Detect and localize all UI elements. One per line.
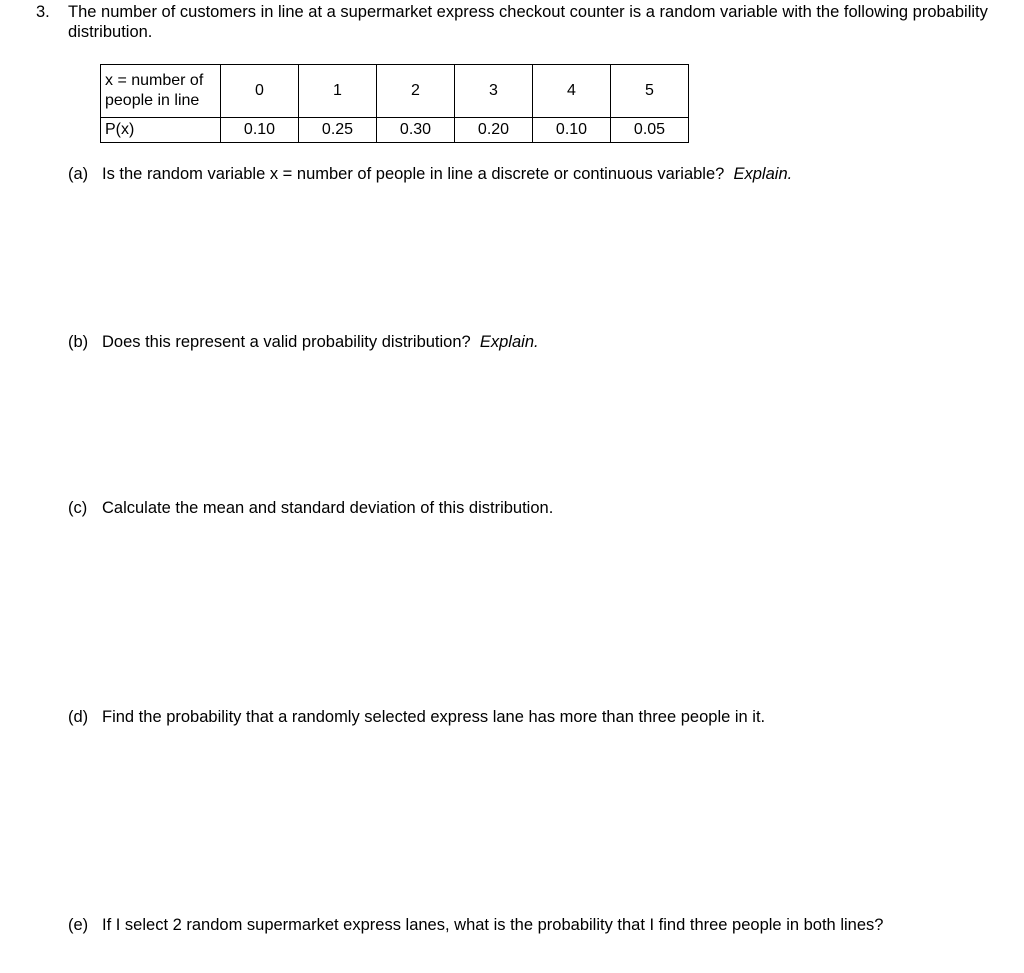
x-value-cell: 5 [611,65,689,118]
part-letter: (d) [68,708,89,726]
p-row-label: P(x) [101,118,221,143]
part-letter: (a) [68,165,89,183]
part-letter: (e) [68,916,89,934]
question-part-d [68,708,765,727]
problem-statement: The number of customers in line at a supermarket express checkout counter is a random variable with the following probability distribution. [68,3,988,41]
x-value-cell: 2 [377,65,455,118]
part-letter: (c) [68,499,88,517]
p-value-cell: 0.10 [533,118,611,143]
table-row-p [101,118,689,143]
question-part-a [68,165,792,184]
part-text: Find the probability that a randomly selected express lane has more than three people in it. [102,708,766,726]
question-part-c [68,499,553,518]
problem-number: 3. [36,3,50,21]
x-value-cell: 1 [299,65,377,118]
question-part-e [68,916,883,935]
table-row-x [101,65,689,118]
part-text: Does this represent a valid probability distribution? [102,333,471,351]
p-value-cell: 0.20 [455,118,533,143]
part-text: Is the random variable x = number of people in line a discrete or continuous variable? [102,165,725,183]
p-value-cell: 0.25 [299,118,377,143]
p-value-cell: 0.10 [221,118,299,143]
x-value-cell: 3 [455,65,533,118]
probability-distribution-table [100,64,689,143]
x-row-label: x = number of people in line [101,65,221,118]
part-text: If I select 2 random supermarket express lanes, what is the probability that I find three people in both lines? [102,916,884,934]
p-value-cell: 0.30 [377,118,455,143]
part-letter: (b) [68,333,89,351]
part-text: Calculate the mean and standard deviation of this distribution. [102,499,554,517]
part-emphasis: Explain. [733,165,793,183]
part-emphasis: Explain. [479,333,539,351]
x-value-cell: 0 [221,65,299,118]
question-part-b [68,333,539,352]
p-value-cell: 0.05 [611,118,689,143]
x-value-cell: 4 [533,65,611,118]
